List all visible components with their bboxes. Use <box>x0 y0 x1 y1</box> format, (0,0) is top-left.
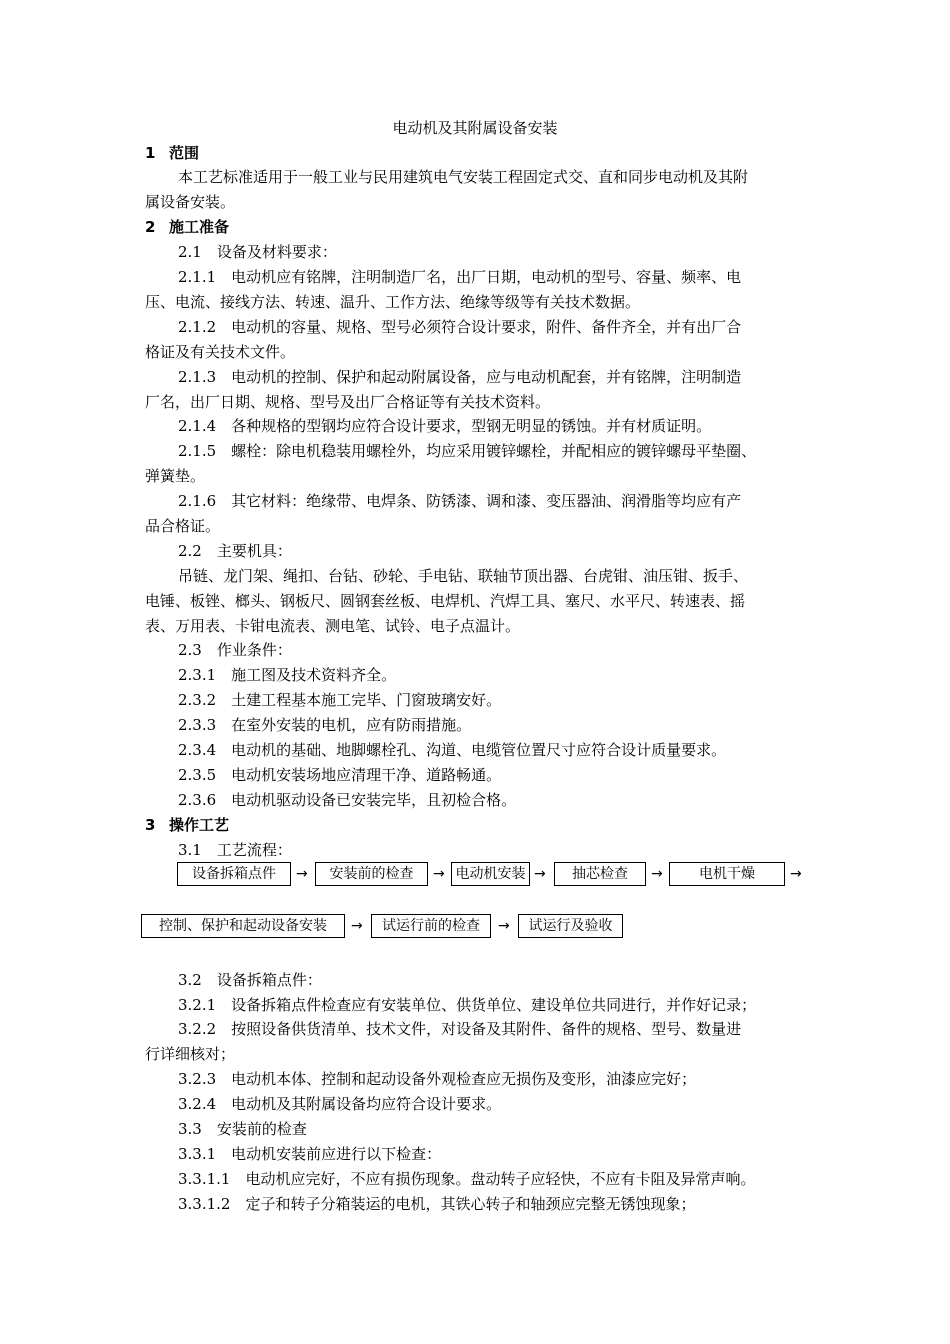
paragraph-line: 3.3.1.1 电动机应完好，不应有损伤现象。盘动转子应轻快，不应有卡阻及异常声响。 <box>178 1170 756 1188</box>
section-1-heading <box>145 143 199 163</box>
paragraph-line: 2.1.1 电动机应有铭牌，注明制造厂名，出厂日期，电动机的型号、容量、频率、电 <box>178 268 742 286</box>
subsection-heading: 3.3 安装前的检查 <box>178 1120 307 1138</box>
paragraph-line: 2.1.2 电动机的容量、规格、型号必须符合设计要求，附件、备件齐全，并有出厂合 <box>178 318 742 336</box>
paragraph-line: 2.1.6 其它材料：绝缘带、电焊条、防锈漆、调和漆、变压器油、润滑脂等均应有产 <box>178 492 742 510</box>
section-number: 3 <box>145 816 156 834</box>
subsection-heading: 2.2 主要机具： <box>178 542 292 560</box>
subsection-heading: 3.2 设备拆箱点件： <box>178 971 322 989</box>
document-title: 电动机及其附属设备安装 <box>392 119 558 137</box>
paragraph-line: 吊链、龙门架、绳扣、台钻、砂轮、手电钻、联轴节顶出器、台虎钳、油压钳、扳手、 <box>178 567 749 585</box>
flow-step-motor-install: 电动机安装 <box>451 862 530 886</box>
paragraph-line: 2.3.6 电动机驱动设备已安装完毕，且初检合格。 <box>178 791 517 809</box>
subsection-heading: 2.1 设备及材料要求： <box>178 243 337 261</box>
paragraph-line: 3.2.4 电动机及其附属设备均应符合设计要求。 <box>178 1095 502 1113</box>
paragraph-line: 2.3.1 施工图及技术资料齐全。 <box>178 666 397 684</box>
flow-step-control-equipment-install: 控制、保护和起动设备安装 <box>141 914 345 938</box>
paragraph-line: 弹簧垫。 <box>145 467 206 485</box>
flow-arrow: → <box>790 866 802 882</box>
section-title: 操作工艺 <box>169 816 230 834</box>
flow-step-core-check: 抽芯检查 <box>554 862 646 886</box>
paragraph-line: 属设备安装。 <box>145 193 236 211</box>
paragraph-line: 电锤、板锉、榔头、钢板尺、圆钢套丝板、电焊机、汽焊工具、塞尺、水平尺、转速表、摇 <box>145 592 746 610</box>
section-number: 1 <box>145 144 156 162</box>
paragraph-line: 3.2.2 按照设备供货清单、技术文件，对设备及其附件、备件的规格、型号、数量进 <box>178 1020 742 1038</box>
flow-step-trial-acceptance: 试运行及验收 <box>518 914 623 938</box>
paragraph-line: 3.3.1.2 定子和转子分箱装运的电机，其铁心转子和轴颈应完整无锈蚀现象； <box>178 1195 696 1213</box>
section-title: 范围 <box>169 144 200 162</box>
paragraph-line: 2.3.3 在室外安装的电机，应有防雨措施。 <box>178 716 472 734</box>
flow-step-pre-install-check: 安装前的检查 <box>315 862 428 886</box>
flow-step-motor-drying: 电机干燥 <box>669 862 785 886</box>
paragraph-line: 本工艺标准适用于一般工业与民用建筑电气安装工程固定式交、直和同步电动机及其附 <box>178 168 749 186</box>
paragraph-line: 2.1.5 螺栓：除电机稳装用螺栓外，均应采用镀锌螺栓，并配相应的镀锌螺母平垫圈、 <box>178 442 757 460</box>
paragraph-line: 3.3.1 电动机安装前应进行以下检查： <box>178 1145 442 1163</box>
flow-arrow: → <box>498 918 510 934</box>
flow-arrow: → <box>651 866 663 882</box>
flow-arrow: → <box>296 866 308 882</box>
flow-step-unpack: 设备拆箱点件 <box>177 862 291 886</box>
paragraph-line: 行详细核对； <box>145 1045 236 1063</box>
flow-step-pre-trial-check: 试运行前的检查 <box>371 914 491 938</box>
section-title: 施工准备 <box>169 218 230 236</box>
section-number: 2 <box>145 218 156 236</box>
flow-arrow: → <box>534 866 546 882</box>
section-2-heading <box>145 217 229 237</box>
paragraph-line: 压、电流、接线方法、转速、温升、工作方法、绝缘等级等有关技术数据。 <box>145 293 641 311</box>
paragraph-line: 2.3.4 电动机的基础、地脚螺栓孔、沟道、电缆管位置尺寸应符合设计质量要求。 <box>178 741 727 759</box>
subsection-heading: 2.3 作业条件： <box>178 641 292 659</box>
paragraph-line: 3.2.1 设备拆箱点件检查应有安装单位、供货单位、建设单位共同进行，并作好记录； <box>178 996 757 1014</box>
paragraph-line: 表、万用表、卡钳电流表、测电笔、试铃、电子点温计。 <box>145 617 521 635</box>
paragraph-line: 2.1.4 各种规格的型钢均应符合设计要求，型钢无明显的锈蚀。并有材质证明。 <box>178 417 712 435</box>
flow-arrow: → <box>351 918 363 934</box>
section-3-heading <box>145 815 229 835</box>
paragraph-line: 厂名，出厂日期、规格、型号及出厂合格证等有关技术资料。 <box>145 393 551 411</box>
paragraph-line: 2.3.2 土建工程基本施工完毕、门窗玻璃安好。 <box>178 691 502 709</box>
paragraph-line: 品合格证。 <box>145 517 221 535</box>
flow-arrow: → <box>433 866 445 882</box>
paragraph-line: 2.1.3 电动机的控制、保护和起动附属设备，应与电动机配套，并有铭牌，注明制造 <box>178 368 742 386</box>
subsection-heading: 3.1 工艺流程： <box>178 841 292 859</box>
paragraph-line: 3.2.3 电动机本体、控制和起动设备外观检查应无损伤及变形，油漆应完好； <box>178 1070 697 1088</box>
paragraph-line: 格证及有关技术文件。 <box>145 343 296 361</box>
paragraph-line: 2.3.5 电动机安装场地应清理干净、道路畅通。 <box>178 766 502 784</box>
